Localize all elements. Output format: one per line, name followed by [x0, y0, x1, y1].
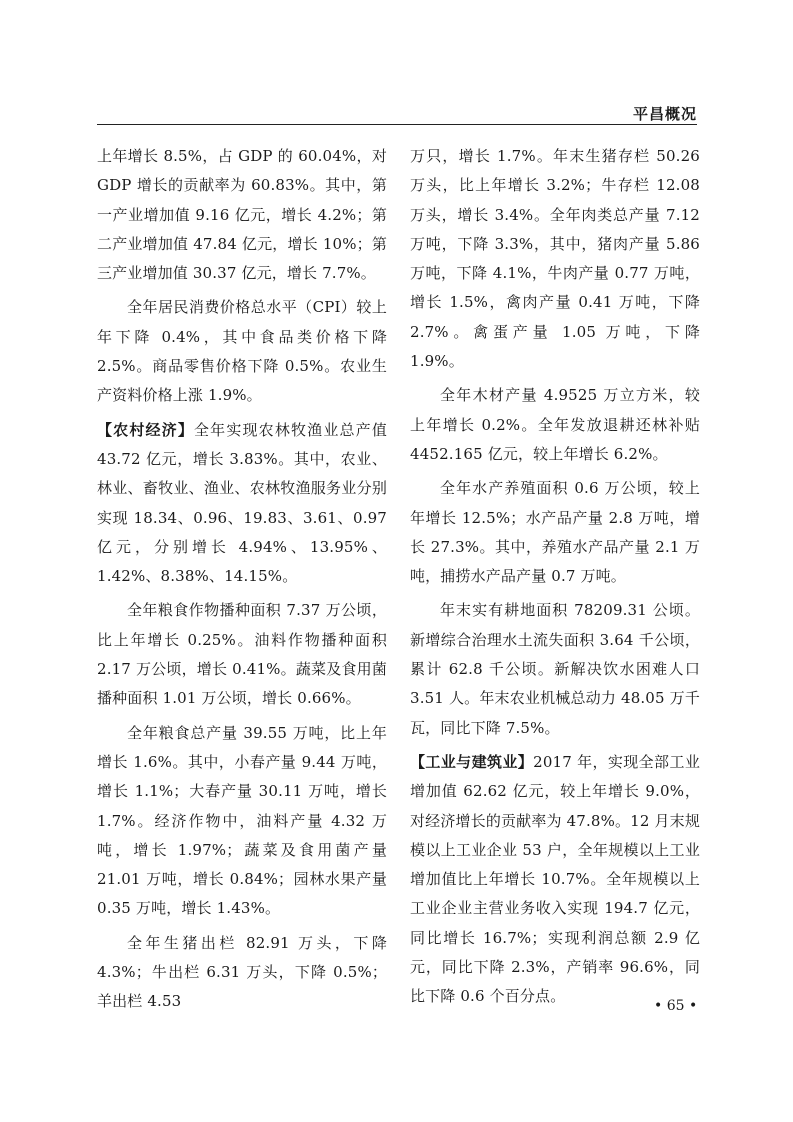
section-paragraph-rural-economy: [97, 416, 387, 592]
paragraph: 全年水产养殖面积 0.6 万公顷，较上年增长 12.5%；水产品产量 2.8 万吨，增长 27.3%。其中，养殖水产品产量 2.1 万吨，捕捞水产品产量 0.7 万吨。: [410, 479, 700, 586]
right-column: [410, 142, 700, 1017]
paragraph: 全年居民消费价格总水平（CPI）较上年下降 0.4%，其中食品类价格下降 2.5%。商品零售价格下降 0.5%。农业生产资料价格上涨 1.9%。: [97, 298, 387, 405]
paragraph: 全年粮食作物播种面积 7.37 万公顷，比上年增长 0.25%。油料作物播种面积 2.17 万公顷，增长 0.41%。蔬菜及食用菌播种面积 1.01 万公顷，增长 0.66%。: [97, 601, 387, 708]
section-paragraph-industry: [410, 748, 700, 1012]
section-text: 全年实现农林牧渔业总产值 43.72 亿元，增长 3.83%。其中，农业、林业、畜牧业、渔业、农林牧渔服务业分别实现 18.34、0.96、19.83、3.61、0.97 亿元，分别增长 4.94%、13.95%、1.42%、8.38%、14.15%。: [97, 420, 387, 586]
left-column: [97, 142, 387, 1022]
paragraph: 万只，增长 1.7%。年末生猪存栏 50.26 万头，比上年增长 3.2%；牛存栏 12.08 万头，增长 3.4%。全年肉类总产量 7.12 万吨，下降 3.3%，其中，猪肉产量 5.86 万吨，下降 4.1%，牛肉产量 0.77 万吨，增长 1.5%，禽肉产量 0.41 万吨，下降 2.7%。禽蛋产量 1.05 万吨，下降 1.9%。: [410, 147, 700, 371]
page-number: • 65 •: [654, 998, 698, 1014]
paragraph: 全年生猪出栏 82.91 万头，下降 4.3%；牛出栏 6.31 万头，下降 0.5%；羊出栏 4.53: [97, 933, 387, 1011]
running-header-title: 平昌概况: [632, 105, 697, 123]
paragraph: 全年粮食总产量 39.55 万吨，比上年增长 1.6%。其中，小春产量 9.44 万吨，增长 1.1%；大春产量 30.11 万吨，增长 1.7%。经济作物中，油料产量 4.32 万吨，增长 1.97%；蔬菜及食用菌产量 21.01 万吨，增长 0.84%；园林水果产量 0.35 万吨，增长 1.43%。: [97, 723, 387, 918]
section-title-industry: 【工业与建筑业】: [410, 752, 534, 771]
section-title-rural-economy: 【农村经济】: [97, 420, 194, 439]
paragraph: 全年木材产量 4.9525 万立方米，较上年增长 0.2%。全年发放退耕还林补贴 4452.165 亿元，较上年增长 6.2%。: [410, 386, 700, 463]
section-text: 2017 年，实现全部工业增加值 62.62 亿元，较上年增长 9.0%，对经济增长的贡献率为 47.8%。12 月末规模以上工业企业 53 户，全年规模以上工业增加值比上年增长 10.7%。全年规模以上工业企业主营业务收入实现 194.7 亿元，同比增长 16.7%；实现利润总额 2.9 亿元，同比下降 2.3%，产销率 96.6%，同比下降 0.6 个百分点。: [410, 752, 700, 1006]
header-rule: [97, 124, 697, 125]
paragraph: 上年增长 8.5%，占 GDP 的 60.04%，对 GDP 增长的贡献率为 60.83%。其中，第一产业增加值 9.16 亿元，增长 4.2%；第二产业增加值 47.84 亿元，增长 10%；第三产业增加值 30.37 亿元，增长 7.7%。: [97, 147, 387, 283]
paragraph: 年末实有耕地面积 78209.31 公顷。新增综合治理水土流失面积 3.64 千公顷，累计 62.8 千公顷。新解决饮水困难人口 3.51 人。年末农业机械总动力 48.05 万千瓦，同比下降 7.5%。: [410, 601, 700, 737]
